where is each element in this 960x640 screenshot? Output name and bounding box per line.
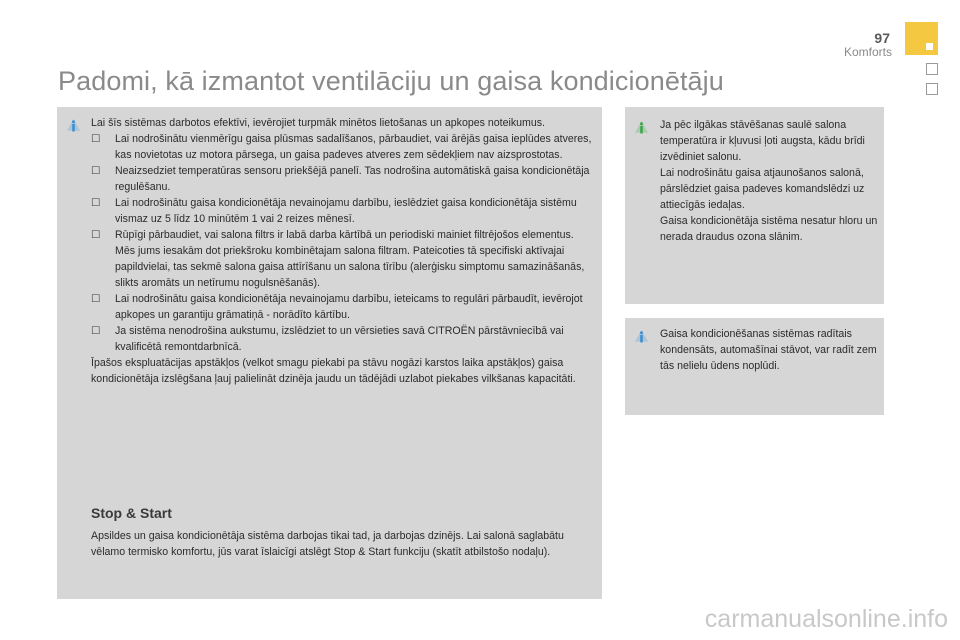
list-item: [91, 227, 597, 243]
eco-paragraph: Ja pēc ilgākas stāvēšanas saulē salona temperatūra ir kļuvusi ļoti augsta, kādu brīdi izvēdiniet salonu.: [660, 119, 865, 163]
list-item-text: Lai nodrošinātu vienmērīgu gaisa plūsmas sadalīšanos, pārbaudiet, vai ārējās gaisa ieplūdes atveres, kas novietotas uz motora pārsega, un gaisa padeves atveres zem sēdekļiem nav aizsprostotas.: [115, 133, 592, 161]
section-tab-active[interactable]: [905, 22, 938, 55]
checkbox-bullet-icon: ☐: [91, 325, 101, 337]
eco-paragraph: Lai nodrošinātu gaisa atjaunošanos salonā, pārslēdziet gaisa padeves komandslēdzi uz attiecīgās iedaļas.: [660, 167, 865, 211]
checkbox-bullet-icon: ☐: [91, 293, 101, 305]
list-item-text: Neaizsedziet temperatūras sensoru priekšējā panelī. Tas nodrošina automātiskā gaisa kondicionētāja regulēšanu.: [115, 165, 590, 193]
list-item: [91, 163, 597, 195]
stop-start-text: Apsildes un gaisa kondicionētāja sistēma darbojas tikai tad, ja darbojas dzinējs. Lai salonā saglabātu vēlamo termisko komfortu, jūs varat īslaicīgi atslēgt Stop & Start funkciju (skatīt atbilstošo nodaļu).: [91, 530, 564, 558]
special-conditions-note: Īpašos ekspluatācijas apstākļos (velkot smagu piekabi pa stāvu nogāzi karstos laika apstākļos) gaisa kondicionētāja izslēgšana ļauj palielināt dzinēja jaudu un tādējādi uzlabot piekabes vilkšanas kapacitāti.: [91, 357, 576, 385]
info-icon: [635, 330, 648, 343]
stop-start-heading: Stop & Start: [91, 505, 172, 521]
eco-tips-text: [660, 117, 878, 245]
page-title: Padomi, kā izmantot ventilāciju un gaisa kondicionētāju: [58, 66, 724, 96]
checkbox-bullet-icon: ☐: [91, 133, 101, 145]
eco-info-icon: [635, 121, 648, 134]
list-item-text: Lai nodrošinātu gaisa kondicionētāja nevainojamu darbību, ieslēdziet gaisa kondicionētāja sistēmu vismaz uz 5 līdz 10 minūtēm 1 vai 2 reizes mēnesī.: [115, 197, 577, 225]
tips-text: [91, 115, 597, 387]
list-item: [91, 131, 597, 163]
tab-marker: [926, 43, 933, 50]
list-item: [91, 195, 597, 227]
info-icon: [67, 119, 80, 132]
tips-intro: Lai šīs sistēmas darbotos efektīvi, ievērojiet turpmāk minētos lietošanas un apkopes noteikumus.: [91, 117, 545, 129]
eco-paragraph: Gaisa kondicionētāja sistēma nesatur hloru un nerada draudus ozona slānim.: [660, 215, 878, 243]
list-item: [91, 291, 597, 323]
section-name: Komforts: [843, 45, 892, 59]
list-item-text: Lai nodrošinātu gaisa kondicionētāja nevainojamu darbību, ieteicams to regulāri pārbaudīt, ievērojot apkopes un garantiju grāmatiņā - norādīto kārtību.: [115, 293, 583, 321]
page-number: 97: [874, 30, 890, 46]
list-item: [91, 323, 597, 355]
condensate-text: Gaisa kondicionēšanas sistēmas radītais kondensāts, automašīnai stāvot, var radīt zem tās nelielu ūdens noplūdi.: [660, 328, 877, 372]
list-item-text: Rūpīgi pārbaudiet, vai salona filtrs ir labā darba kārtībā un periodiski mainiet filtrējošos elementus.: [115, 229, 574, 241]
checkbox-bullet-icon: ☐: [91, 229, 101, 241]
section-tab[interactable]: [926, 83, 938, 95]
list-item-text: Ja sistēma nenodrošina aukstumu, izslēdziet to un vērsieties savā CITROËN pārstāvniecībā vai kvalificētā remontdarbnīcā.: [115, 325, 564, 353]
checkbox-bullet-icon: ☐: [91, 197, 101, 209]
section-tab[interactable]: [926, 63, 938, 75]
filter-note: Mēs jums iesakām dot priekšroku kombinētajam salona filtram. Pateicoties tā specifiski aktīvajai papildvielai, tas sekmē salona gaisa attīrīšanu un salona tīrību (alerģisku simptomu samazināšanās, slikts aromāts un netīrumu nogulsnēšanās).: [115, 245, 585, 289]
checkbox-bullet-icon: ☐: [91, 165, 101, 177]
watermark: carmanualsonline.info: [704, 605, 948, 633]
